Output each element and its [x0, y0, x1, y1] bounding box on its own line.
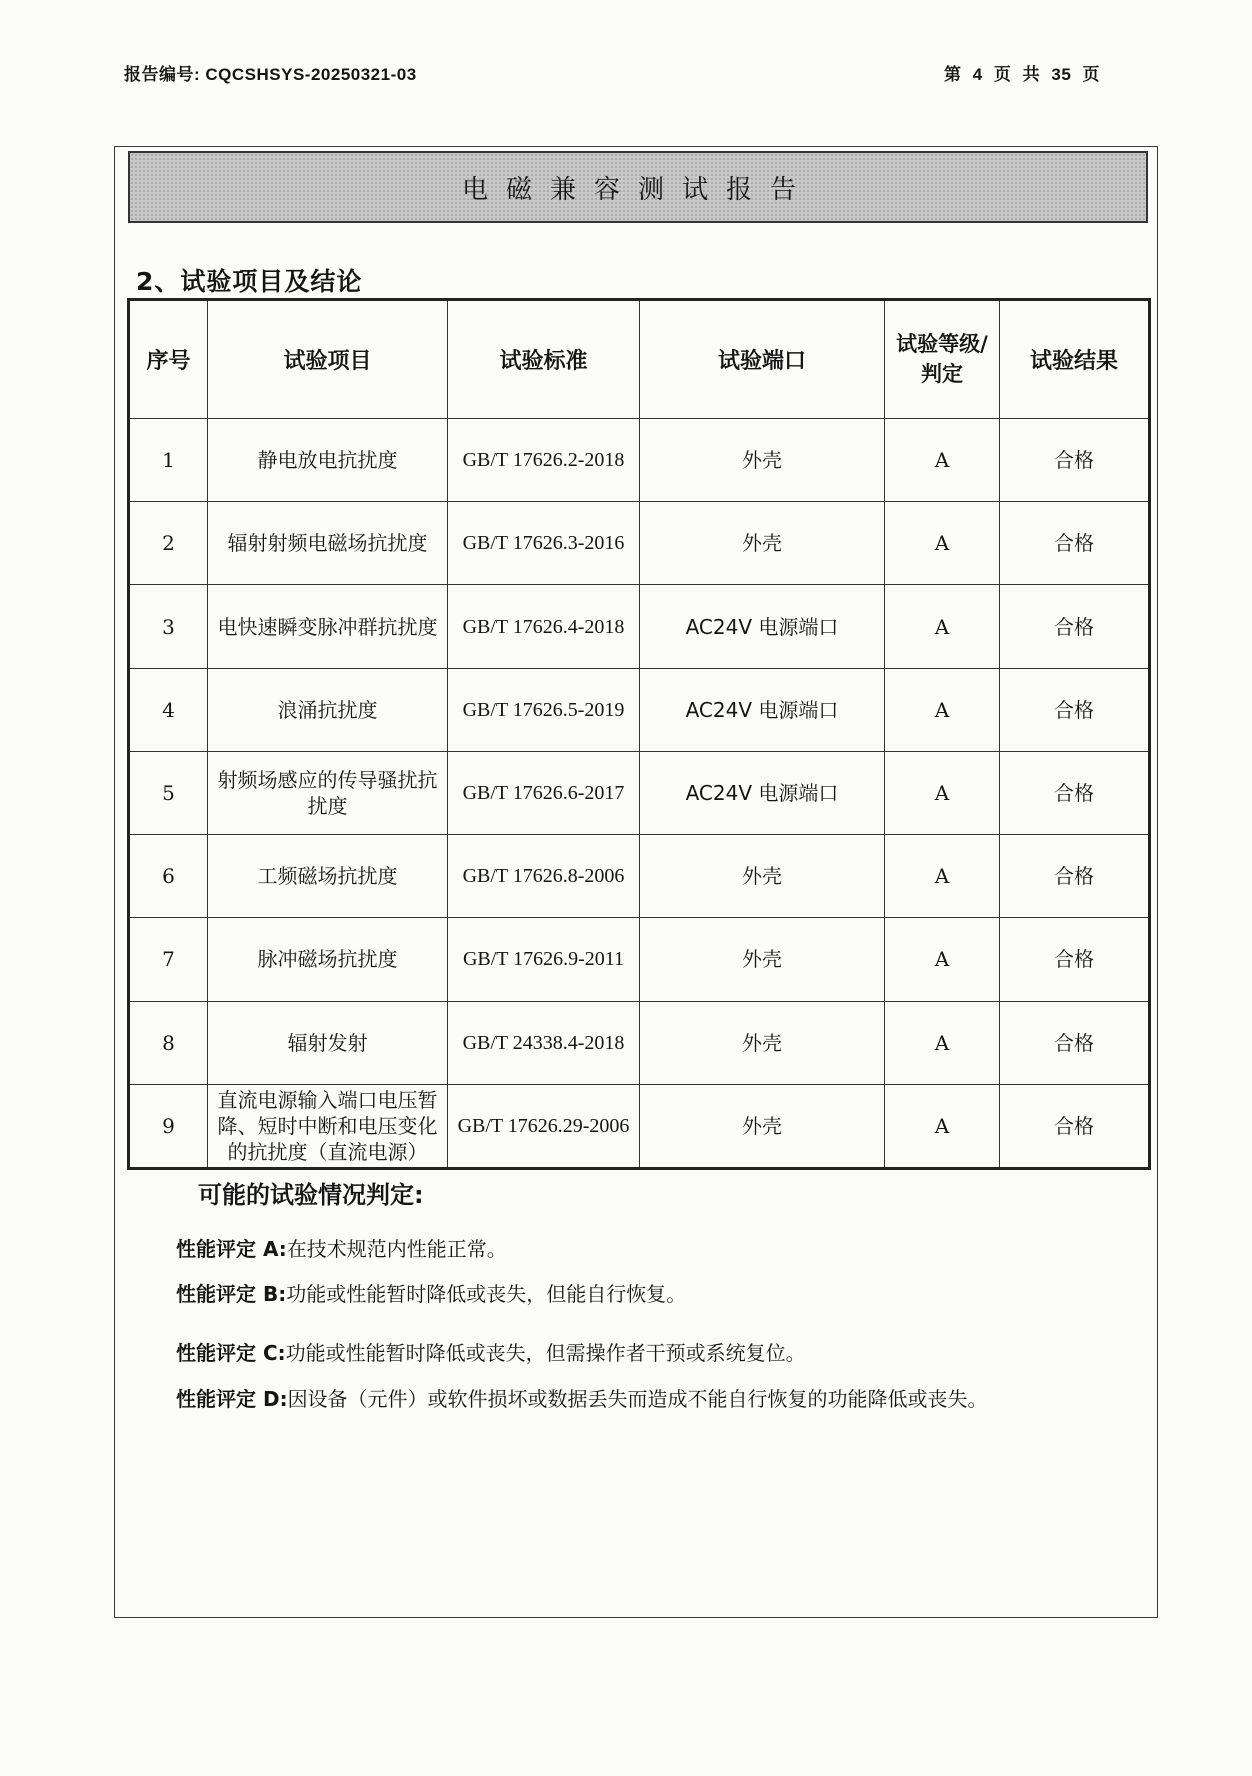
header-item: 试验项目 [208, 300, 448, 419]
test-standard: GB/T 17626.29-2006 [448, 1084, 640, 1168]
report-title: 电磁兼容测试报告 [461, 174, 814, 205]
test-port: 外壳 [640, 918, 885, 1001]
table-row [129, 419, 1150, 502]
test-port: AC24V 电源端口 [640, 668, 885, 751]
criterion-a-label: 性能评定 A: [176, 1237, 287, 1261]
test-port: AC24V 电源端口 [640, 585, 885, 668]
criterion-d-text: 因设备（元件）或软件损坏或数据丢失而造成不能自行恢复的功能降低或丧失。 [287, 1387, 988, 1411]
test-result: 合格 [1000, 502, 1150, 585]
test-standard: GB/T 17626.5-2019 [448, 668, 640, 751]
test-item: 电快速瞬变脉冲群抗扰度 [208, 585, 448, 668]
table-row [129, 1001, 1150, 1084]
test-level: A [885, 835, 1000, 918]
test-level: A [885, 751, 1000, 834]
header-port: 试验端口 [640, 300, 885, 419]
test-port: 外壳 [640, 1001, 885, 1084]
test-standard: GB/T 17626.9-2011 [448, 918, 640, 1001]
results-table-header [129, 300, 1150, 419]
criterion-d-label: 性能评定 D: [176, 1387, 288, 1411]
table-row [129, 1084, 1150, 1168]
criterion-b-label: 性能评定 B: [176, 1282, 287, 1306]
test-item: 辐射发射 [208, 1001, 448, 1084]
test-item: 射频场感应的传导骚扰抗扰度 [208, 751, 448, 834]
table-row [129, 585, 1150, 668]
criterion-a [176, 1233, 507, 1262]
report-number: 报告编号: CQCSHSYS-20250321-03 [124, 65, 417, 84]
table-row [129, 751, 1150, 834]
row-number: 3 [129, 585, 208, 668]
test-standard: GB/T 17626.8-2006 [448, 835, 640, 918]
results-table [127, 298, 1151, 1170]
table-row [129, 668, 1150, 751]
row-number: 8 [129, 1001, 208, 1084]
page-indicator: 第 4 页 共 35 页 [944, 65, 1100, 84]
report-title-banner [128, 151, 1148, 223]
test-level: A [885, 668, 1000, 751]
criterion-b [176, 1278, 686, 1307]
test-level: A [885, 585, 1000, 668]
test-result: 合格 [1000, 585, 1150, 668]
table-row [129, 835, 1150, 918]
test-result: 合格 [1000, 668, 1150, 751]
test-port: 外壳 [640, 502, 885, 585]
header-row [129, 300, 1150, 419]
test-level: A [885, 419, 1000, 502]
test-standard: GB/T 17626.3-2016 [448, 502, 640, 585]
test-result: 合格 [1000, 419, 1150, 502]
row-number: 5 [129, 751, 208, 834]
test-level: A [885, 918, 1000, 1001]
header-no: 序号 [129, 300, 208, 419]
header-level: 试验等级/判定 [885, 300, 1000, 419]
possible-conditions-title: 可能的试验情况判定: [198, 1181, 424, 1209]
test-result: 合格 [1000, 1001, 1150, 1084]
test-port: 外壳 [640, 835, 885, 918]
criterion-b-text: 功能或性能暂时降低或丧失，但能自行恢复。 [286, 1282, 687, 1306]
test-result: 合格 [1000, 918, 1150, 1001]
test-item: 工频磁场抗扰度 [208, 835, 448, 918]
row-number: 1 [129, 419, 208, 502]
results-table-body [129, 419, 1150, 1169]
test-level: A [885, 1001, 1000, 1084]
row-number: 6 [129, 835, 208, 918]
test-port: 外壳 [640, 419, 885, 502]
criterion-c [176, 1337, 806, 1366]
test-item: 静电放电抗扰度 [208, 419, 448, 502]
test-level: A [885, 502, 1000, 585]
test-item: 脉冲磁场抗扰度 [208, 918, 448, 1001]
header-result: 试验结果 [1000, 300, 1150, 419]
table-row [129, 918, 1150, 1001]
criterion-a-text: 在技术规范内性能正常。 [286, 1237, 507, 1261]
criterion-c-label: 性能评定 C: [176, 1341, 286, 1365]
table-row [129, 502, 1150, 585]
test-item: 辐射射频电磁场抗扰度 [208, 502, 448, 585]
criterion-c-text: 功能或性能暂时降低或丧失，但需操作者干预或系统复位。 [285, 1341, 806, 1365]
section-title: 2、试验项目及结论 [136, 267, 363, 296]
test-item: 直流电源输入端口电压暂降、短时中断和电压变化的抗扰度（直流电源） [208, 1084, 448, 1168]
test-standard: GB/T 17626.4-2018 [448, 585, 640, 668]
row-number: 2 [129, 502, 208, 585]
row-number: 7 [129, 918, 208, 1001]
row-number: 4 [129, 668, 208, 751]
test-item: 浪涌抗扰度 [208, 668, 448, 751]
test-standard: GB/T 24338.4-2018 [448, 1001, 640, 1084]
test-standard: GB/T 17626.2-2018 [448, 419, 640, 502]
criterion-d [176, 1383, 988, 1412]
row-number: 9 [129, 1084, 208, 1168]
test-result: 合格 [1000, 835, 1150, 918]
header-standard: 试验标准 [448, 300, 640, 419]
test-result: 合格 [1000, 751, 1150, 834]
test-port: AC24V 电源端口 [640, 751, 885, 834]
test-result: 合格 [1000, 1084, 1150, 1168]
test-port: 外壳 [640, 1084, 885, 1168]
test-level: A [885, 1084, 1000, 1168]
test-standard: GB/T 17626.6-2017 [448, 751, 640, 834]
